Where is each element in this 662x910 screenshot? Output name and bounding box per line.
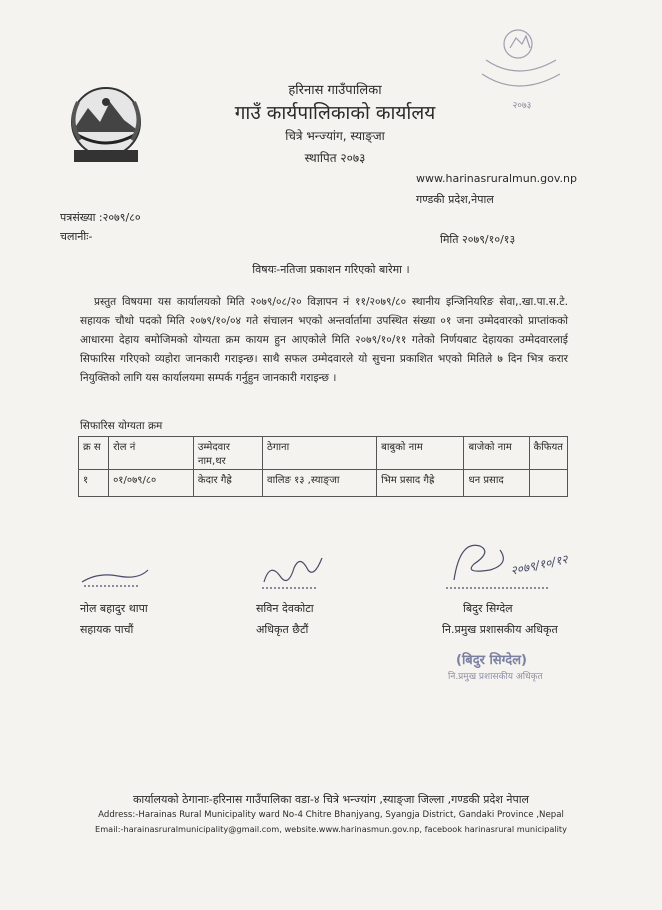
cell-address: वालिङ १३ ,स्याङ्जा (263, 470, 377, 497)
col-roll: रोल नं (109, 437, 194, 470)
col-candidate: उम्मेदवार नाम,थर (193, 437, 262, 470)
signature-2 (258, 548, 328, 592)
province-label: गण्डकी प्रदेश,नेपाल (416, 193, 494, 206)
cell-grandfather: धन प्रसाद (464, 470, 529, 497)
subject-line: विषयः-नतिजा प्रकाशन गरिएको बारेमा । (252, 263, 410, 276)
nepal-emblem-logo (58, 82, 154, 168)
office-location: चित्रे भन्ज्यांग, स्याङ्जा (285, 129, 385, 143)
website-link[interactable]: www.harinasruralmun.gov.np (416, 172, 577, 185)
col-remarks: कैफियत (529, 437, 567, 470)
cell-roll: ०१/०७९/८० (109, 470, 194, 497)
seal-year: २०७३ (512, 101, 532, 111)
reference-number: पत्रसंख्या :२०७९/८० (60, 211, 141, 224)
signature-date: २०७९/१०/१२ (509, 552, 569, 578)
recommendation-table (78, 436, 568, 497)
body-paragraph: प्रस्तुत विषयमा यस कार्यालयको मिति २०७९/०८/२० विज्ञापन नं ११/२०७९/८० स्थानीय इन्जिनियरिङ सेवा,.खा.पा.स.टे. सहायक चौथो पदको मिति २०७९/१०/०४ गते संचालन भएको अन्तर्वार्तामा उपस्थित संख्या ०१ जना उम्मेदवारको प्राप्तांकको आधारमा देहाय बमोजिमको योग्यता क्रम कायम हुन आएकोले मिति २०७९/१०/११ गतेको निर्णयबाट देहायका उम्मेदवारलाई सिफारिस गरिएको व्यहोरा जानकारी गराइन्छ। साथै सफल उम्मेदवारले यो सुचना प्रकाशित भएको मितिले ७ दिन भित्र करार नियुक्तिको लागि यस कार्यालयमा सम्पर्क गर्नुहुन जानकारी गराइन्छ । (80, 296, 568, 384)
signatory-name-3: बिदुर सिग्देल (463, 602, 513, 615)
cell-serial: १ (79, 470, 109, 497)
name-stamp: (बिदुर सिग्देल) (456, 653, 527, 668)
signatory-name-1: नोल बहादुर थापा (80, 602, 148, 615)
name-stamp-role: नि.प्रमुख प्रशासकीय अधिकृत (448, 672, 543, 682)
signatory-role-1: सहायक पाचौं (80, 623, 134, 636)
footer-address-nepali: कार्यालयको ठेगानाः-हरिनास गाउँपालिका वडा-४ चित्रे भन्ज्यांग ,स्याङ्जा जिल्ला ,गण्डकी प्रदेश नेपाल (132, 793, 530, 806)
signatory-role-2: अधिकृत छैटौं (256, 623, 309, 636)
table-header-row (79, 437, 568, 470)
col-grandfather: बाजेको नाम (464, 437, 529, 470)
letter-date: मिति २०७९/१०/१३ (440, 233, 516, 246)
established-year: स्थापित २०७३ (304, 151, 366, 165)
dispatch-number: चलानीः- (60, 230, 93, 243)
col-father: बाबुको नाम (377, 437, 464, 470)
office-title: गाउँ कार्यपालिकाको कार्यालय (234, 102, 436, 124)
table-row (79, 470, 568, 497)
col-serial: क्र स (79, 437, 109, 470)
signature-1 (78, 560, 158, 590)
municipality-name: हरिनास गाउँपालिका (288, 83, 382, 98)
cell-father: भिम प्रसाद गैह्रे (377, 470, 464, 497)
signatory-role-3: नि.प्रमुख प्रशासकीय अधिकृत (442, 623, 558, 636)
signatory-name-2: सविन देवकोटा (256, 602, 314, 615)
cell-candidate: केदार गैह्रे (193, 470, 262, 497)
footer-address-english: Address:-Harainas Rural Municipality ward No-4 Chitre Bhanjyang, Syangja District, Gandaki Province ,Nepal (98, 810, 564, 820)
col-address: ठेगाना (263, 437, 377, 470)
table-caption: सिफारिस योग्यता क्रम (80, 420, 163, 432)
footer-contact: Email:-harainasruralmunicipality@gmail.com, website.www.harinasmun.gov.np, facebook harinasrural municipality (95, 824, 567, 834)
cell-remarks (529, 470, 567, 497)
